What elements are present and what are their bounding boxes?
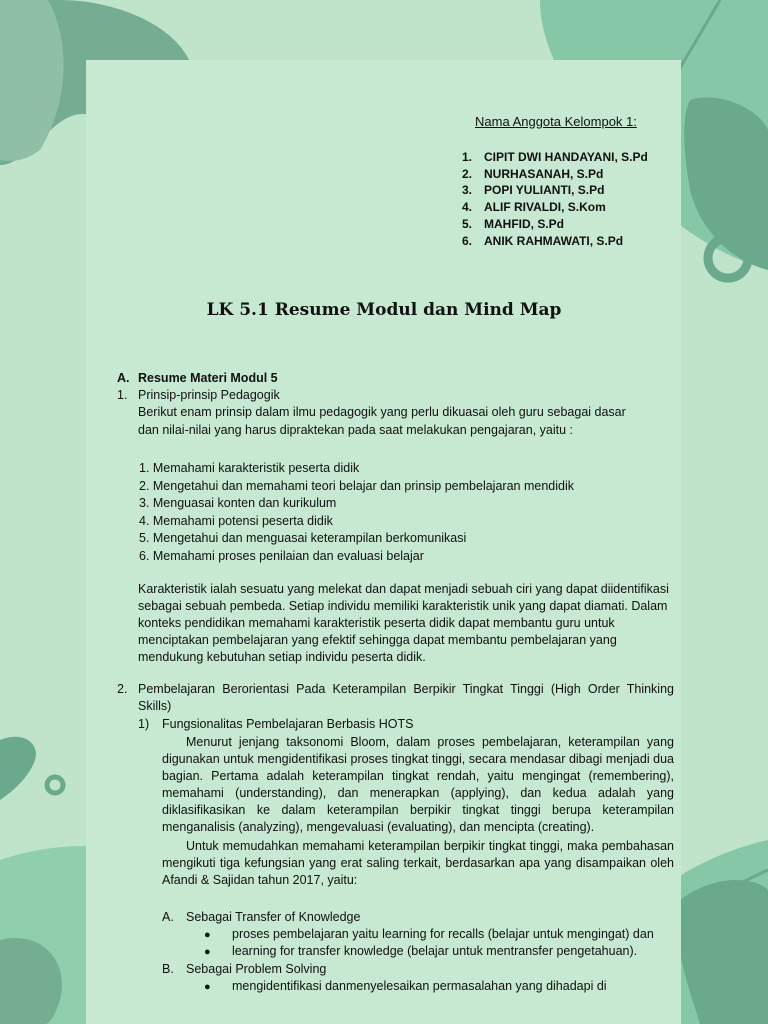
bullet-item: ● learning for transfer knowledge (belajar untuk mentransfer pengetahuan).	[204, 943, 637, 961]
item1-intro-line2: dan nilai-nilai yang harus dipraktekan pada saat melakukan pengajaran, yaitu :	[138, 423, 574, 437]
section-a-heading: A. Resume Materi Modul 5	[117, 371, 278, 385]
karakteristik-paragraph: Karakteristik ialah sesuatu yang melekat dan dapat menjadi sebuah ciri yang dapat diidentifikasi sebagai sebuah pembeda. Setiap individu memiliki karakteristik unik yang dapat diamati. Dalam konteks pendidikan memahami karakteristik peserta didik dapat membantu guru untuk menciptakan pembelajaran yang efektif sehingga dapat membantu pembelajaran yang mendukung kebutuhan setiap individu peserta didik.	[138, 582, 669, 664]
hots-paragraph-1: Menurut jenjang taksonomi Bloom, dalam proses pembelajaran, keterampilan yang digunakan untuk mengidentifikasi proses tingkat tinggi, secara mendasar dibagi menjadi dua bagian. Pertama adalah keterampilan tingkat rendah, yaitu mengingat (remembering), memahami (understanding), dan menerapkan (applying), dan kedua adalah yang diklasifikasikan ke dalam keterampilan berpikir tingkat tinggi berupa keterampilan menganalisis (analyzing), mengevaluasi (evaluating), dan mencipta (creating).	[162, 735, 674, 834]
document-content: Nama Anggota Kelompok 1: 1. CIPIT DWI HANDAYANI, S.Pd 2. NURHASANAH, S.Pd 3. POPI YULIANTI, S.Pd 4. ALIF RIVALDI, S.Kom 5. MAHFID, S.Pd 6. ANIK RAHMAWATI, S.Pd LK 5.1 Resume Modul dan Mind Map A. Resume Materi Modul 5 1. Prinsip-prinsip Pedagogik Berikut enam prinsip dalam ilmu pedagogik yang perlu dikuasai oleh guru sebagai dasar dan nilai-nilai yang harus dipraktekan pada saat melakukan pengajaran, yaitu : 1. Memahami karakteristik peserta didik 2. Mengetahui dan memahami teori belajar dan prinsip pembelajaran mendidik 3. Menguasai konten dan kurikulum 4. Memahami potensi peserta didik 5. Mengetahui dan menguasai keterampilan berkomunikasi 6. Memahami proses penilaian dan evaluasi belajar Karakteristik ialah sesuatu yang melekat dan dapat menjadi sebuah ciri yang dapat diidentifikasi sebagai sebuah pembeda. Setiap individu memiliki karakteristik unik yang dapat diamati. Dalam konteks pendidikan memahami karakteristik peserta didik dapat membantu guru untuk menciptakan pembelajaran yang efektif sehingga dapat membantu pembelajaran yang mendukung kebutuhan setiap individu peserta didik. 2. Pembelajaran Berorientasi Pada Keterampilan Berpikir Tingkat Tinggi (High Order Thinking Skills) 1) Fungsionalitas Pembelajaran Berbasis HOTS Menurut jenjang taksonomi Bloom, dalam proses pembelajaran, keterampilan yang digunakan untuk mengidentifikasi proses tingkat tinggi, secara mendasar dibagi menjadi dua bagian. Pertama adalah keterampilan tingkat rendah, yaitu mengingat (remembering), memahami (understanding), dan menerapkan (applying), dan kedua adalah yang diklasifikasikan ke dalam keterampilan berpikir tingkat tinggi berupa keterampilan menganalisis (analyzing), mengevaluasi (evaluating), dan mencipta (creating). Untuk memudahkan memahami keterampilan berpikir tingkat tinggi, maka pembahasan mengikuti tiga kefungsian yang erat saling terkait, berdasarkan apa yang disampaikan oleh Afandi & Sajidan tahun 2017, yaitu: A. Sebagai Transfer of Knowledge ● proses pembelajaran yaitu learning for recalls (belajar untuk mengingat) dan ● learning for transfer knowledge (belajar untuk mentransfer pengetahuan). B. Sebagai Problem Solving ● mengidentifikasi danmenyelesaikan permasalahan yang dihadapi di	[0, 0, 768, 1024]
members-list	[462, 149, 648, 249]
bullet-item: ● proses pembelajaran yaitu learning for recalls (belajar untuk mengingat) dan	[204, 926, 654, 944]
principles-list	[139, 460, 574, 566]
bullet-item: ● mengidentifikasi danmenyelesaikan permasalahan yang dihadapi di	[204, 978, 607, 996]
member-item: 4. ALIF RIVALDI, S.Kom	[462, 200, 606, 215]
list-item: 6. Memahami proses penilaian dan evaluasi belajar	[139, 548, 424, 563]
item1-intro-line1: Berikut enam prinsip dalam ilmu pedagogik yang perlu dikuasai oleh guru sebagai dasar	[138, 405, 626, 419]
list-item: 3. Menguasai konten dan kurikulum	[139, 496, 337, 511]
transfer-knowledge-heading: A. Sebagai Transfer of Knowledge	[162, 910, 361, 924]
member-item: 6. ANIK RAHMAWATI, S.Pd	[462, 233, 624, 248]
member-item: 2. NURHASANAH, S.Pd	[462, 166, 604, 181]
list-item: 1. Memahami karakteristik peserta didik	[139, 461, 360, 475]
hots-subheading: 1) Fungsionalitas Pembelajaran Berbasis HOTS	[138, 717, 414, 731]
members-title: Nama Anggota Kelompok 1:	[475, 114, 637, 129]
bullet-icon: ●	[204, 929, 211, 941]
item1-heading: 1. Prinsip-prinsip Pedagogik	[117, 388, 280, 402]
document-title: LK 5.1 Resume Modul dan Mind Map	[206, 300, 562, 320]
member-item: 1. CIPIT DWI HANDAYANI, S.Pd	[462, 150, 648, 164]
problem-solving-heading: B. Sebagai Problem Solving	[162, 962, 327, 976]
member-item: 5. MAHFID, S.Pd	[462, 216, 564, 231]
bullet-icon: ●	[204, 981, 211, 993]
hots-paragraph-2: Untuk memudahkan memahami keterampilan berpikir tingkat tinggi, maka pembahasan mengikuti tiga kefungsian yang erat saling terkait, berdasarkan apa yang disampaikan oleh Afandi & Sajidan tahun 2017, yaitu:	[162, 839, 674, 887]
list-item: 5. Mengetahui dan menguasai keterampilan berkomunikasi	[139, 531, 467, 546]
member-item: 3. POPI YULIANTI, S.Pd	[462, 183, 605, 198]
list-item: 2. Mengetahui dan memahami teori belajar dan prinsip pembelajaran mendidik	[139, 478, 574, 493]
list-item: 4. Memahami potensi peserta didik	[139, 513, 333, 528]
bullet-icon: ●	[204, 946, 211, 958]
